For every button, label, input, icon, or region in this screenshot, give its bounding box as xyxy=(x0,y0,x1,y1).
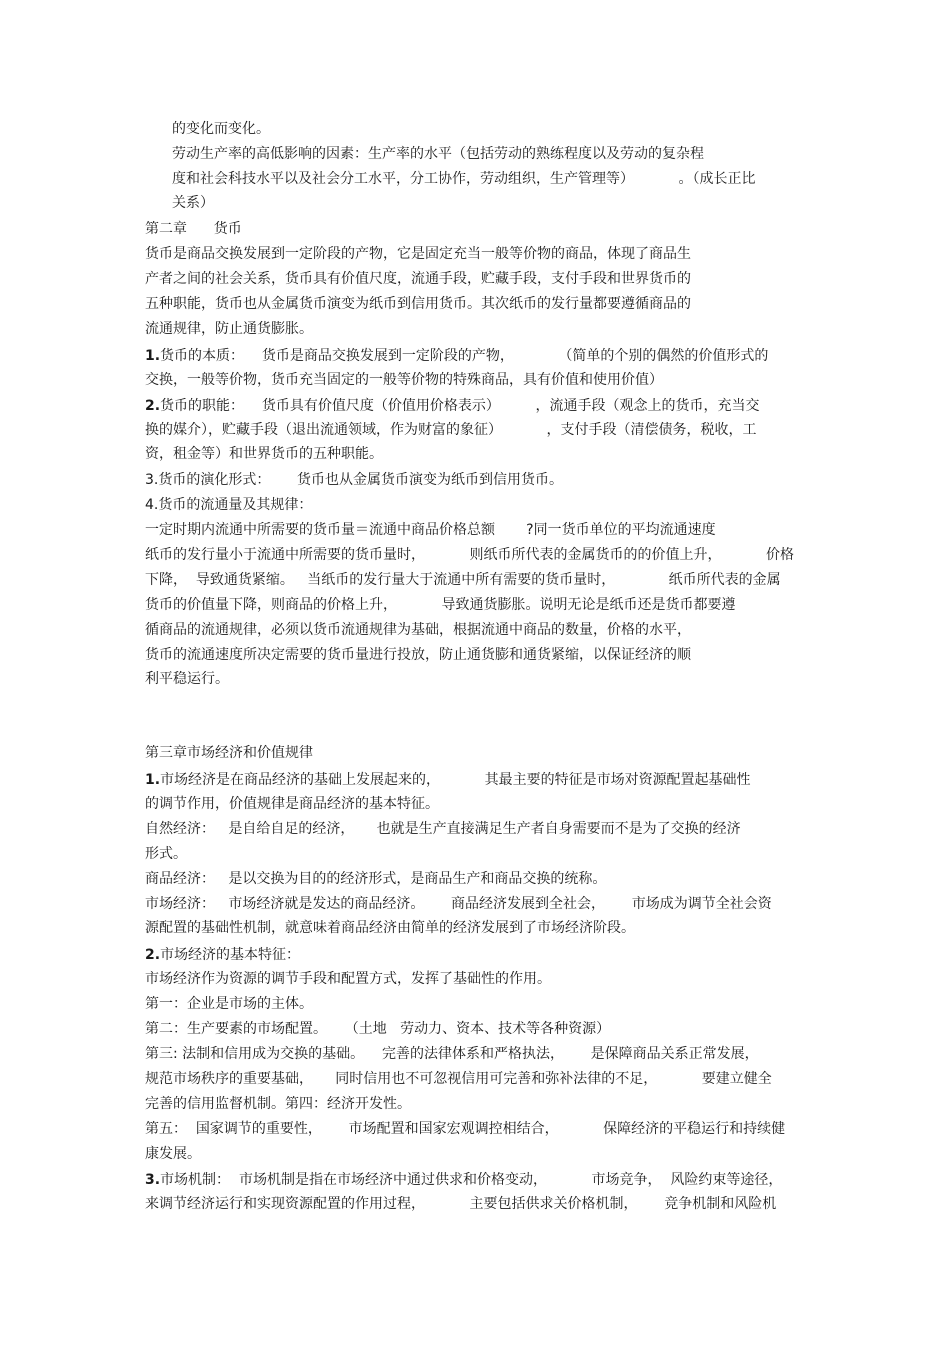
item-number: 1. xyxy=(145,772,161,788)
text-line: 流通规律，防止通货膨胀。 xyxy=(145,321,313,337)
text-line: 第二：生产要素的市场配置。 （土地 劳动力、资本、技术等各种资源） xyxy=(145,1021,611,1037)
numbered-item xyxy=(145,1171,782,1189)
text-line: 关系） xyxy=(172,195,214,211)
item-text: 货币的职能： 货币具有价值尺度（价值用价格表示） ，流通手段（观念上的货币，充当交 xyxy=(160,398,760,414)
numbered-item xyxy=(145,397,759,415)
text-line: 五种职能，货币也从金属货币演变为纸币到信用货币。其次纸币的发行量都要遵循商品的 xyxy=(145,296,691,312)
text-line: 利平稳运行。 xyxy=(145,671,229,687)
text-line: 市场经济作为资源的调节手段和配置方式，发挥了基础性的作用。 xyxy=(145,971,551,987)
text-line: 换的媒介），贮藏手段（退出流通领域，作为财富的象征） ，支付手段（清偿债务，税收，工 xyxy=(145,422,757,438)
text-line: 产者之间的社会关系，货币具有价值尺度，流通手段，贮藏手段，支付手段和世界货币的 xyxy=(145,271,691,287)
text-line: 自然经济： 是自给自足的经济， 也就是生产直接满足生产者自身需要而不是为了交换的经济 xyxy=(145,821,741,837)
text-line: 交换，一般等价物，货币充当固定的一般等价物的特殊商品，具有价值和使用价值） xyxy=(145,372,663,388)
item-text: 市场机制： 市场机制是指在市场经济中通过供求和价格变动， 市场竞争， 风险约束等途径， xyxy=(160,1172,783,1188)
text-line: 来调节经济运行和实现资源配置的作用过程， 主要包括供求关价格机制， 竞争机制和风险机 xyxy=(145,1196,777,1212)
item-text: 市场经济是在商品经济的基础上发展起来的， 其最主要的特征是市场对资源配置起基础性 xyxy=(160,772,751,788)
numbered-item xyxy=(145,347,768,365)
text-line: 形式。 xyxy=(145,846,187,862)
item-number: 2. xyxy=(145,398,161,414)
chapter-heading: 第二章 货币 xyxy=(145,221,242,237)
text-line: 货币是商品交换发展到一定阶段的产物，它是固定充当一般等价物的商品，体现了商品生 xyxy=(145,246,691,262)
text-line: 4.货币的流通量及其规律： xyxy=(145,497,313,513)
item-number: 3. xyxy=(145,1172,161,1188)
item-text: 市场经济的基本特征： xyxy=(160,947,301,963)
text-line: 下降， 导致通货紧缩。 当纸币的发行量大于流通中所有需要的货币量时， 纸币所代表的金属 xyxy=(145,572,781,588)
item-number: 1. xyxy=(145,348,161,364)
text-line: 循商品的流通规律，必须以货币流通规律为基础，根据流通中商品的数量，价格的水平， xyxy=(145,622,691,638)
text-line: 度和社会科技水平以及社会分工水平，分工协作，劳动组织，生产管理等） 。（成长正比 xyxy=(172,171,756,187)
text-line: 规范市场秩序的重要基础， 同时信用也不可忽视信用可完善和弥补法律的不足， 要建立健全 xyxy=(145,1071,772,1087)
text-line: 完善的信用监督机制。第四：经济开发性。 xyxy=(145,1096,411,1112)
text-line: 劳动生产率的高低影响的因素：生产率的水平（包括劳动的熟练程度以及劳动的复杂程 xyxy=(172,146,704,162)
item-number: 2. xyxy=(145,947,161,963)
text-line: 纸币的发行量小于流通中所需要的货币量时， 则纸币所代表的金属货币的的价值上升， 价格 xyxy=(145,547,795,563)
item-text: 货币的本质： 货币是商品交换发展到一定阶段的产物， （简单的个别的偶然的价值形式的 xyxy=(160,348,769,364)
text-line: 3.货币的演化形式： 货币也从金属货币演变为纸币到信用货币。 xyxy=(145,472,564,488)
text-line: 的变化而变化。 xyxy=(172,121,270,137)
text-line: 康发展。 xyxy=(145,1146,201,1162)
text-line: 货币的价值量下降，则商品的价格上升， 导致通货膨胀。说明无论是纸币还是货币都要遵 xyxy=(145,597,736,613)
text-line: 第三: 法制和信用成为交换的基础。 完善的法律体系和严格执法， 是保障商品关系正常发展， xyxy=(145,1046,759,1062)
text-line: 货币的流通速度所决定需要的货币量进行投放，防止通货膨和通货紧缩，以保证经济的顺 xyxy=(145,647,691,663)
text-line: 第一：企业是市场的主体。 xyxy=(145,996,313,1012)
text-line: 商品经济： 是以交换为目的的经济形式，是商品生产和商品交换的统称。 xyxy=(145,871,607,887)
text-line: 的调节作用，价值规律是商品经济的基本特征。 xyxy=(145,796,439,812)
text-line: 资，租金等）和世界货币的五种职能。 xyxy=(145,446,383,462)
chapter-heading: 第三章市场经济和价值规律 xyxy=(145,745,313,761)
text-line: 市场经济： 市场经济就是发达的商品经济。 商品经济发展到全社会， 市场成为调节全社会资 xyxy=(145,896,772,912)
text-line: 一定时期内流通中所需要的货币量＝流通中商品价格总额 ?同一货币单位的平均流通速度 xyxy=(145,522,716,538)
numbered-item xyxy=(145,771,751,789)
numbered-item xyxy=(145,946,300,964)
text-line: 第五： 国家调节的重要性， 市场配置和国家宏观调控相结合， 保障经济的平稳运行和持续健 xyxy=(145,1121,786,1137)
text-line: 源配置的基础性机制，就意味着商品经济由简单的经济发展到了市场经济阶段。 xyxy=(145,920,635,936)
